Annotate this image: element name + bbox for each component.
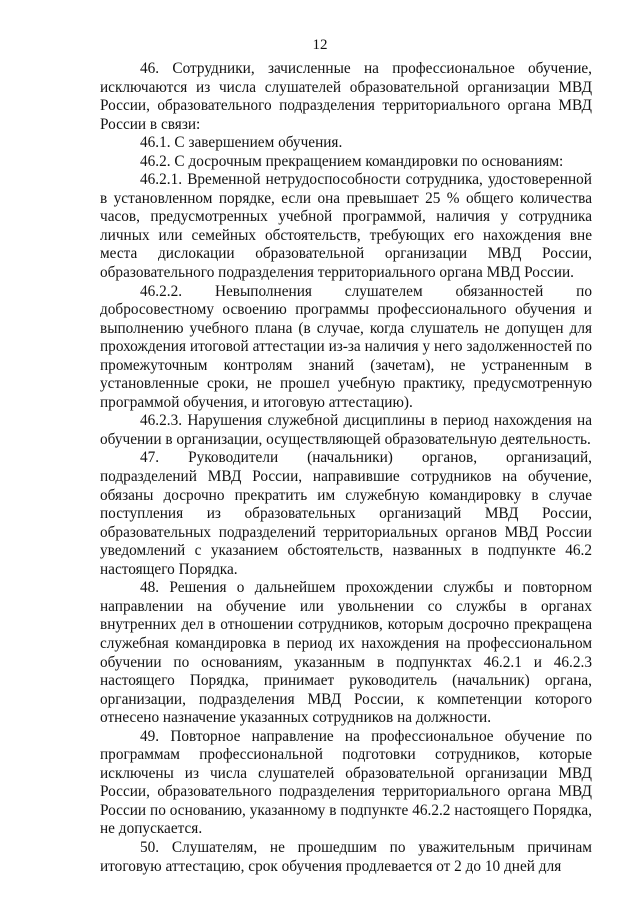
paragraph-46: 46. Сотрудники, зачисленные на профессиональное обучение, исключаются из числа слушателей образовательной организации МВД России, образовательного подразделения территориального органа МВД России в связи: bbox=[100, 60, 592, 133]
paragraph-49: 49. Повторное направление на профессиональное обучение по программам профессиональной подготовки сотрудников, которые исключены из числа слушателей образовательной организации МВД России, образовательного подразделения территориального органа МВД России по основанию, указанному в подпункте 46.2.2 настоящего Порядка, не допускается. bbox=[100, 727, 592, 838]
paragraph-46-2: 46.2. С досрочным прекращением командировки по основаниям: bbox=[140, 152, 564, 170]
paragraph-46-2-2: 46.2.2. Невыполнения слушателем обязанностей по добросовестному освоению программы профессионального обучения и выполнению учебного плана (в случае, когда слушатель не допущен для прохождения итоговой аттестации из-за наличия у него задолженностей по промежуточным контролям знаний (зачетам), не устраненным в установленные сроки, не прошел учебную практику, предусмотренную программой обучения, и итоговую аттестацию). bbox=[100, 282, 592, 411]
paragraph-48: 48. Решения о дальнейшем прохождении службы и повторном направлении на обучение или увольнении со службы в органах внутренних дел в отношении сотрудников, которым досрочно прекращена служебная командировка в период их нахождения на профессиональном обучении по основаниям, указанным в подпунктах 46.2.1 и 46.2.3 настоящего Порядка, принимает руководитель (начальник) органа, организации, подразделения МВД России, к компетенции которого отнесено назначение указанных сотрудников на должности. bbox=[100, 579, 592, 727]
paragraph-50: 50. Слушателям, не прошедшим по уважительным причинам итоговую аттестацию, срок обучения продлевается от 2 до 10 дней для bbox=[100, 838, 592, 875]
paragraph-47: 47. Руководители (начальники) органов, организаций, подразделений МВД России, направившие сотрудников на обучение, обязаны досрочно прекратить им служебную командировку в случае поступления из образовательных организаций МВД России, образовательных подразделений территориальных органов МВД России уведомлений с указанием обстоятельств, названных в подпункте 46.2 настоящего Порядка. bbox=[100, 449, 592, 578]
paragraph-46-1: 46.1. С завершением обучения. bbox=[140, 134, 343, 152]
paragraph-46-2-3: 46.2.3. Нарушения служебной дисциплины в период нахождения на обучении в организации, осуществляющей образовательную деятельность. bbox=[100, 412, 592, 448]
document-body bbox=[100, 60, 592, 876]
paragraph-46-2-1: 46.2.1. Временной нетрудоспособности сотрудника, удостоверенной в установленном порядке, если она превышает 25 % общего количества часов, предусмотренных учебной программой, наличия у сотрудника личных или семейных обстоятельств, требующих его нахождения вне места дислокации образовательной организации МВД России, образовательного подразделения территориального органа МВД России. bbox=[100, 171, 592, 282]
page-number: 12 bbox=[312, 37, 328, 53]
